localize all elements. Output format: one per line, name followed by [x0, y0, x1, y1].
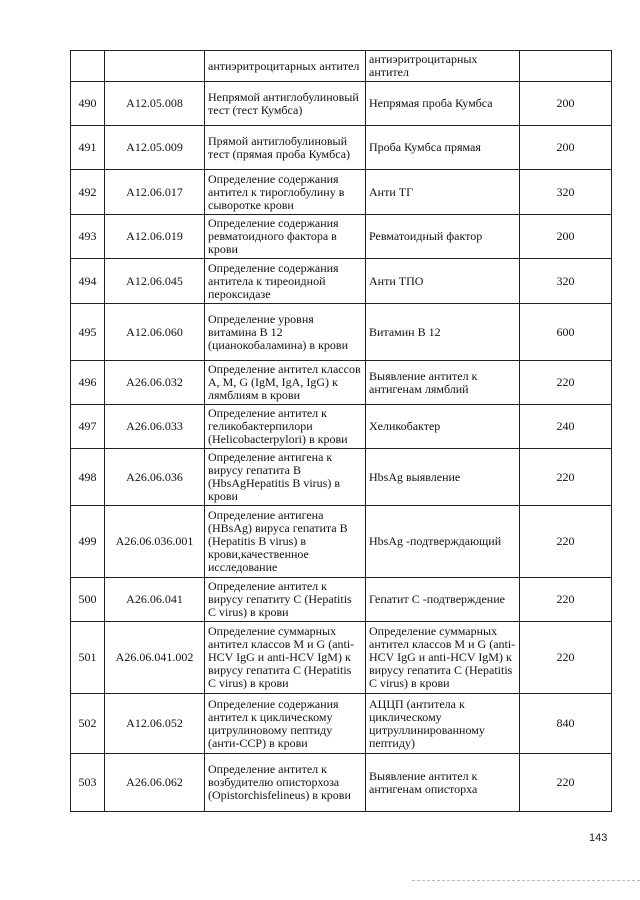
row-number: 492	[71, 170, 105, 215]
service-price: 200	[520, 82, 612, 126]
service-name: Определение уровня витамина В 12 (цианокобаламина) в крови	[205, 304, 366, 361]
table-row	[71, 304, 612, 361]
row-number: 501	[71, 622, 105, 694]
service-code: A12.05.008	[105, 82, 205, 126]
service-name: Непрямой антиглобулиновый тест (тест Кумбса)	[205, 82, 366, 126]
row-number: 500	[71, 578, 105, 622]
price-list-body	[71, 51, 612, 812]
table-row	[71, 405, 612, 449]
row-number: 493	[71, 215, 105, 259]
row-number: 495	[71, 304, 105, 361]
service-name: Определение суммарных антител классов M и G (anti-HCV IgG и anti-HCV IgM) к вирусу гепатита С (Hepatitis C virus) в крови	[205, 622, 366, 694]
service-code: A26.06.041	[105, 578, 205, 622]
service-alias: Ревматоидный фактор	[366, 215, 520, 259]
service-price: 600	[520, 304, 612, 361]
service-name: Определение содержания антител к циклическому цитрулиновому пептиду (анти-ССР) в крови	[205, 694, 366, 754]
row-number: 499	[71, 506, 105, 578]
table-row	[71, 215, 612, 259]
service-code: A12.06.019	[105, 215, 205, 259]
service-price: 220	[520, 622, 612, 694]
service-price: 320	[520, 170, 612, 215]
service-code: A26.06.041.002	[105, 622, 205, 694]
service-price: 220	[520, 578, 612, 622]
table-row	[71, 754, 612, 812]
service-alias: HbsAg -подтверждающий	[366, 506, 520, 578]
service-alias: АЦЦП (антитела к циклическому цитруллинированному пептиду)	[366, 694, 520, 754]
row-number	[71, 51, 105, 82]
service-code: A12.06.017	[105, 170, 205, 215]
service-name: Определение антигена к вирусу гепатита В (HbsAgHepatitis B virus) в крови	[205, 449, 366, 506]
service-alias: Проба Кумбса прямая	[366, 126, 520, 170]
service-name: Определение антигена (HBsAg) вируса гепатита В (Hepatitis B virus) в крови,качественное исследование	[205, 506, 366, 578]
price-list-table	[70, 50, 612, 812]
service-name: Определение антител к геликобактерпилори (Helicobacterpylori) в крови	[205, 405, 366, 449]
table-row	[71, 259, 612, 304]
service-alias: антиэритроцитарных антител	[366, 51, 520, 82]
row-number: 491	[71, 126, 105, 170]
service-name: Определение содержания ревматоидного фактора в крови	[205, 215, 366, 259]
service-alias: Гепатит С -подтверждение	[366, 578, 520, 622]
service-alias: HbsAg выявление	[366, 449, 520, 506]
service-price: 220	[520, 506, 612, 578]
service-name: антиэритроцитарных антител	[205, 51, 366, 82]
row-number: 503	[71, 754, 105, 812]
table-row	[71, 578, 612, 622]
row-number: 502	[71, 694, 105, 754]
service-code: A26.06.033	[105, 405, 205, 449]
service-name: Определение содержания антитела к тиреоидной пероксидазе	[205, 259, 366, 304]
service-price: 240	[520, 405, 612, 449]
table-row	[71, 361, 612, 405]
row-number: 497	[71, 405, 105, 449]
scan-artifact-line	[412, 880, 640, 881]
service-code	[105, 51, 205, 82]
service-name: Определение содержания антител к тироглобулину в сыворотке крови	[205, 170, 366, 215]
service-alias: Анти ТПО	[366, 259, 520, 304]
table-row	[71, 449, 612, 506]
service-alias: Непрямая проба Кумбса	[366, 82, 520, 126]
service-name: Определение антител к возбудителю описторхоза (Opistorchisfelineus) в крови	[205, 754, 366, 812]
service-alias: Анти ТГ	[366, 170, 520, 215]
service-name: Определение антител классов A, M, G (IgM, IgA, IgG) к лямблиям в крови	[205, 361, 366, 405]
service-price: 840	[520, 694, 612, 754]
row-number: 494	[71, 259, 105, 304]
service-price: 220	[520, 449, 612, 506]
service-alias: Выявление антител к антигенам описторха	[366, 754, 520, 812]
service-alias: Витамин В 12	[366, 304, 520, 361]
service-price	[520, 51, 612, 82]
service-code: A26.06.032	[105, 361, 205, 405]
table-row	[71, 126, 612, 170]
table-row	[71, 622, 612, 694]
table-row	[71, 82, 612, 126]
row-number: 490	[71, 82, 105, 126]
service-name: Прямой антиглобулиновый тест (прямая проба Кумбса)	[205, 126, 366, 170]
service-name: Определение антител к вирусу гепатиту С (Hepatitis C virus) в крови	[205, 578, 366, 622]
service-code: A12.06.045	[105, 259, 205, 304]
service-alias: Хеликобактер	[366, 405, 520, 449]
page-number: 143	[589, 832, 608, 844]
service-code: A26.06.036.001	[105, 506, 205, 578]
service-code: A12.06.052	[105, 694, 205, 754]
service-price: 200	[520, 126, 612, 170]
service-code: A12.06.060	[105, 304, 205, 361]
service-price: 220	[520, 361, 612, 405]
service-code: A26.06.062	[105, 754, 205, 812]
table-row	[71, 694, 612, 754]
service-alias: Определение суммарных антител классов M и G (anti-HCV IgG и anti-HCV IgM) к вирусу гепатита С (Hepatitis C virus) в крови	[366, 622, 520, 694]
row-number: 496	[71, 361, 105, 405]
service-alias: Выявление антител к антигенам лямблий	[366, 361, 520, 405]
table-row	[71, 51, 612, 82]
service-code: A12.05.009	[105, 126, 205, 170]
table-row	[71, 506, 612, 578]
row-number: 498	[71, 449, 105, 506]
service-code: A26.06.036	[105, 449, 205, 506]
service-price: 220	[520, 754, 612, 812]
table-row	[71, 170, 612, 215]
service-price: 200	[520, 215, 612, 259]
service-price: 320	[520, 259, 612, 304]
